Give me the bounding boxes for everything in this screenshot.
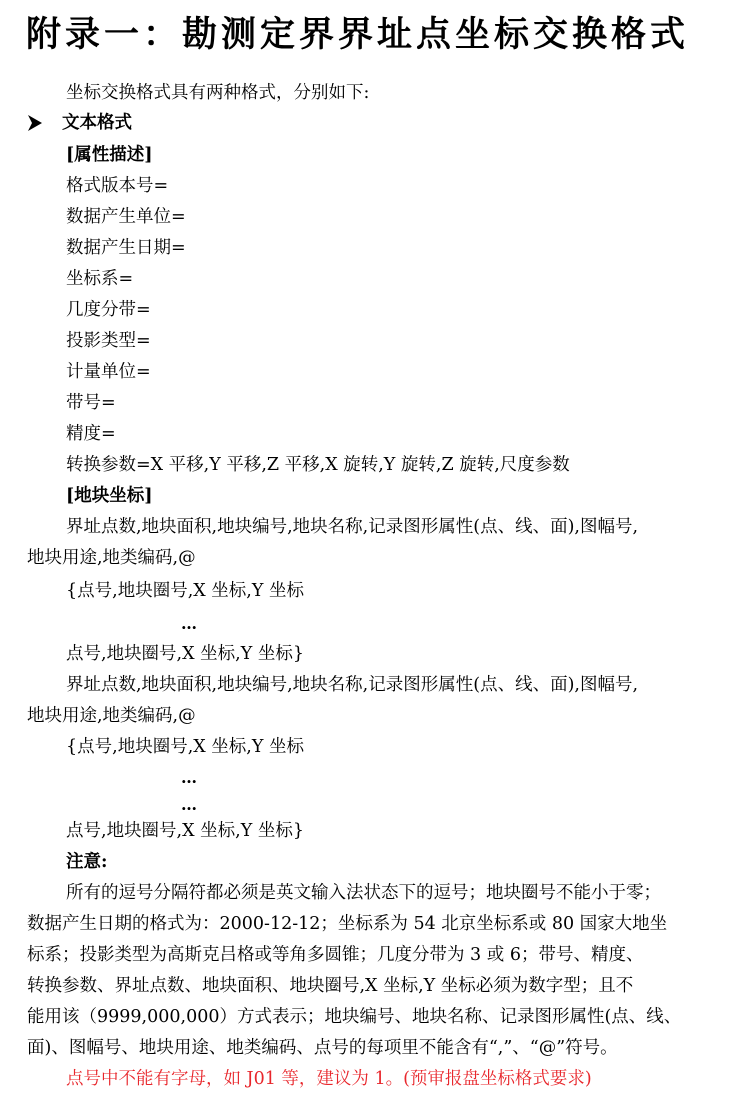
point-line: {点号,地块圈号,X 坐标,Y 坐标 bbox=[66, 737, 304, 757]
point-line: {点号,地块圈号,X 坐标,Y 坐标 bbox=[66, 581, 304, 601]
attr-field: 精度= bbox=[66, 424, 116, 444]
record-line: 界址点数,地块面积,地块编号,地块名称,记录图形属性(点、线、面),图幅号, bbox=[66, 517, 639, 537]
block-header: [地块坐标] bbox=[66, 486, 153, 506]
note-line: 标系；投影类型为高斯克吕格或等角多圆锥；几度分带为 3 或 6；带号、精度、 bbox=[27, 945, 644, 965]
ellipsis: … bbox=[181, 768, 198, 787]
attr-field: 转换参数=X 平移,Y 平移,Z 平移,X 旋转,Y 旋转,Z 旋转,尺度参数 bbox=[66, 455, 570, 475]
attr-field: 数据产生日期= bbox=[66, 238, 186, 258]
attr-field: 格式版本号= bbox=[66, 176, 169, 196]
arrowhead-bullet-icon bbox=[28, 115, 42, 131]
record-line: 地块用途,地类编码,@ bbox=[27, 706, 196, 726]
ellipsis: … bbox=[181, 795, 198, 814]
note-line: 面)、图幅号、地块用途、地类编码、点号的每项里不能含有“,”、“@”符号。 bbox=[27, 1038, 618, 1058]
note-line: 转换参数、界址点数、地块面积、地块圈号,X 坐标,Y 坐标必须为数字型；且不 bbox=[27, 976, 634, 996]
note-label: 注意: bbox=[66, 852, 108, 872]
attr-field: 数据产生单位= bbox=[66, 207, 186, 227]
section-heading bbox=[28, 111, 132, 135]
point-line: 点号,地块圈号,X 坐标,Y 坐标} bbox=[66, 644, 304, 664]
attr-field: 带号= bbox=[66, 393, 116, 413]
attr-field: 坐标系= bbox=[66, 269, 134, 289]
note-line: 能用该（9999,000,000）方式表示；地块编号、地块名称、记录图形属性(点、线、 bbox=[27, 1007, 682, 1027]
ellipsis: … bbox=[181, 614, 198, 633]
attr-field: 投影类型= bbox=[66, 331, 151, 351]
record-line: 界址点数,地块面积,地块编号,地块名称,记录图形属性(点、线、面),图幅号, bbox=[66, 675, 639, 695]
note-line: 所有的逗号分隔符都必须是英文输入法状态下的逗号；地块圈号不能小于零； bbox=[66, 883, 661, 903]
point-line: 点号,地块圈号,X 坐标,Y 坐标} bbox=[66, 821, 304, 841]
attr-header: [属性描述] bbox=[66, 145, 153, 165]
section-label: 文本格式 bbox=[62, 113, 132, 133]
record-line: 地块用途,地类编码,@ bbox=[27, 548, 196, 568]
page-title: 附录一：勘测定界界址点坐标交换格式 bbox=[26, 14, 690, 55]
intro-text: 坐标交换格式具有两种格式，分别如下: bbox=[66, 83, 370, 103]
attr-field: 计量单位= bbox=[66, 362, 151, 382]
note-line: 数据产生日期的格式为：2000-12-12；坐标系为 54 北京坐标系或 80 国家大地坐 bbox=[27, 914, 668, 934]
warning-text: 点号中不能有字母，如 J01 等，建议为 1。(预审报盘坐标格式要求) bbox=[66, 1069, 592, 1089]
attr-field: 几度分带= bbox=[66, 300, 151, 320]
